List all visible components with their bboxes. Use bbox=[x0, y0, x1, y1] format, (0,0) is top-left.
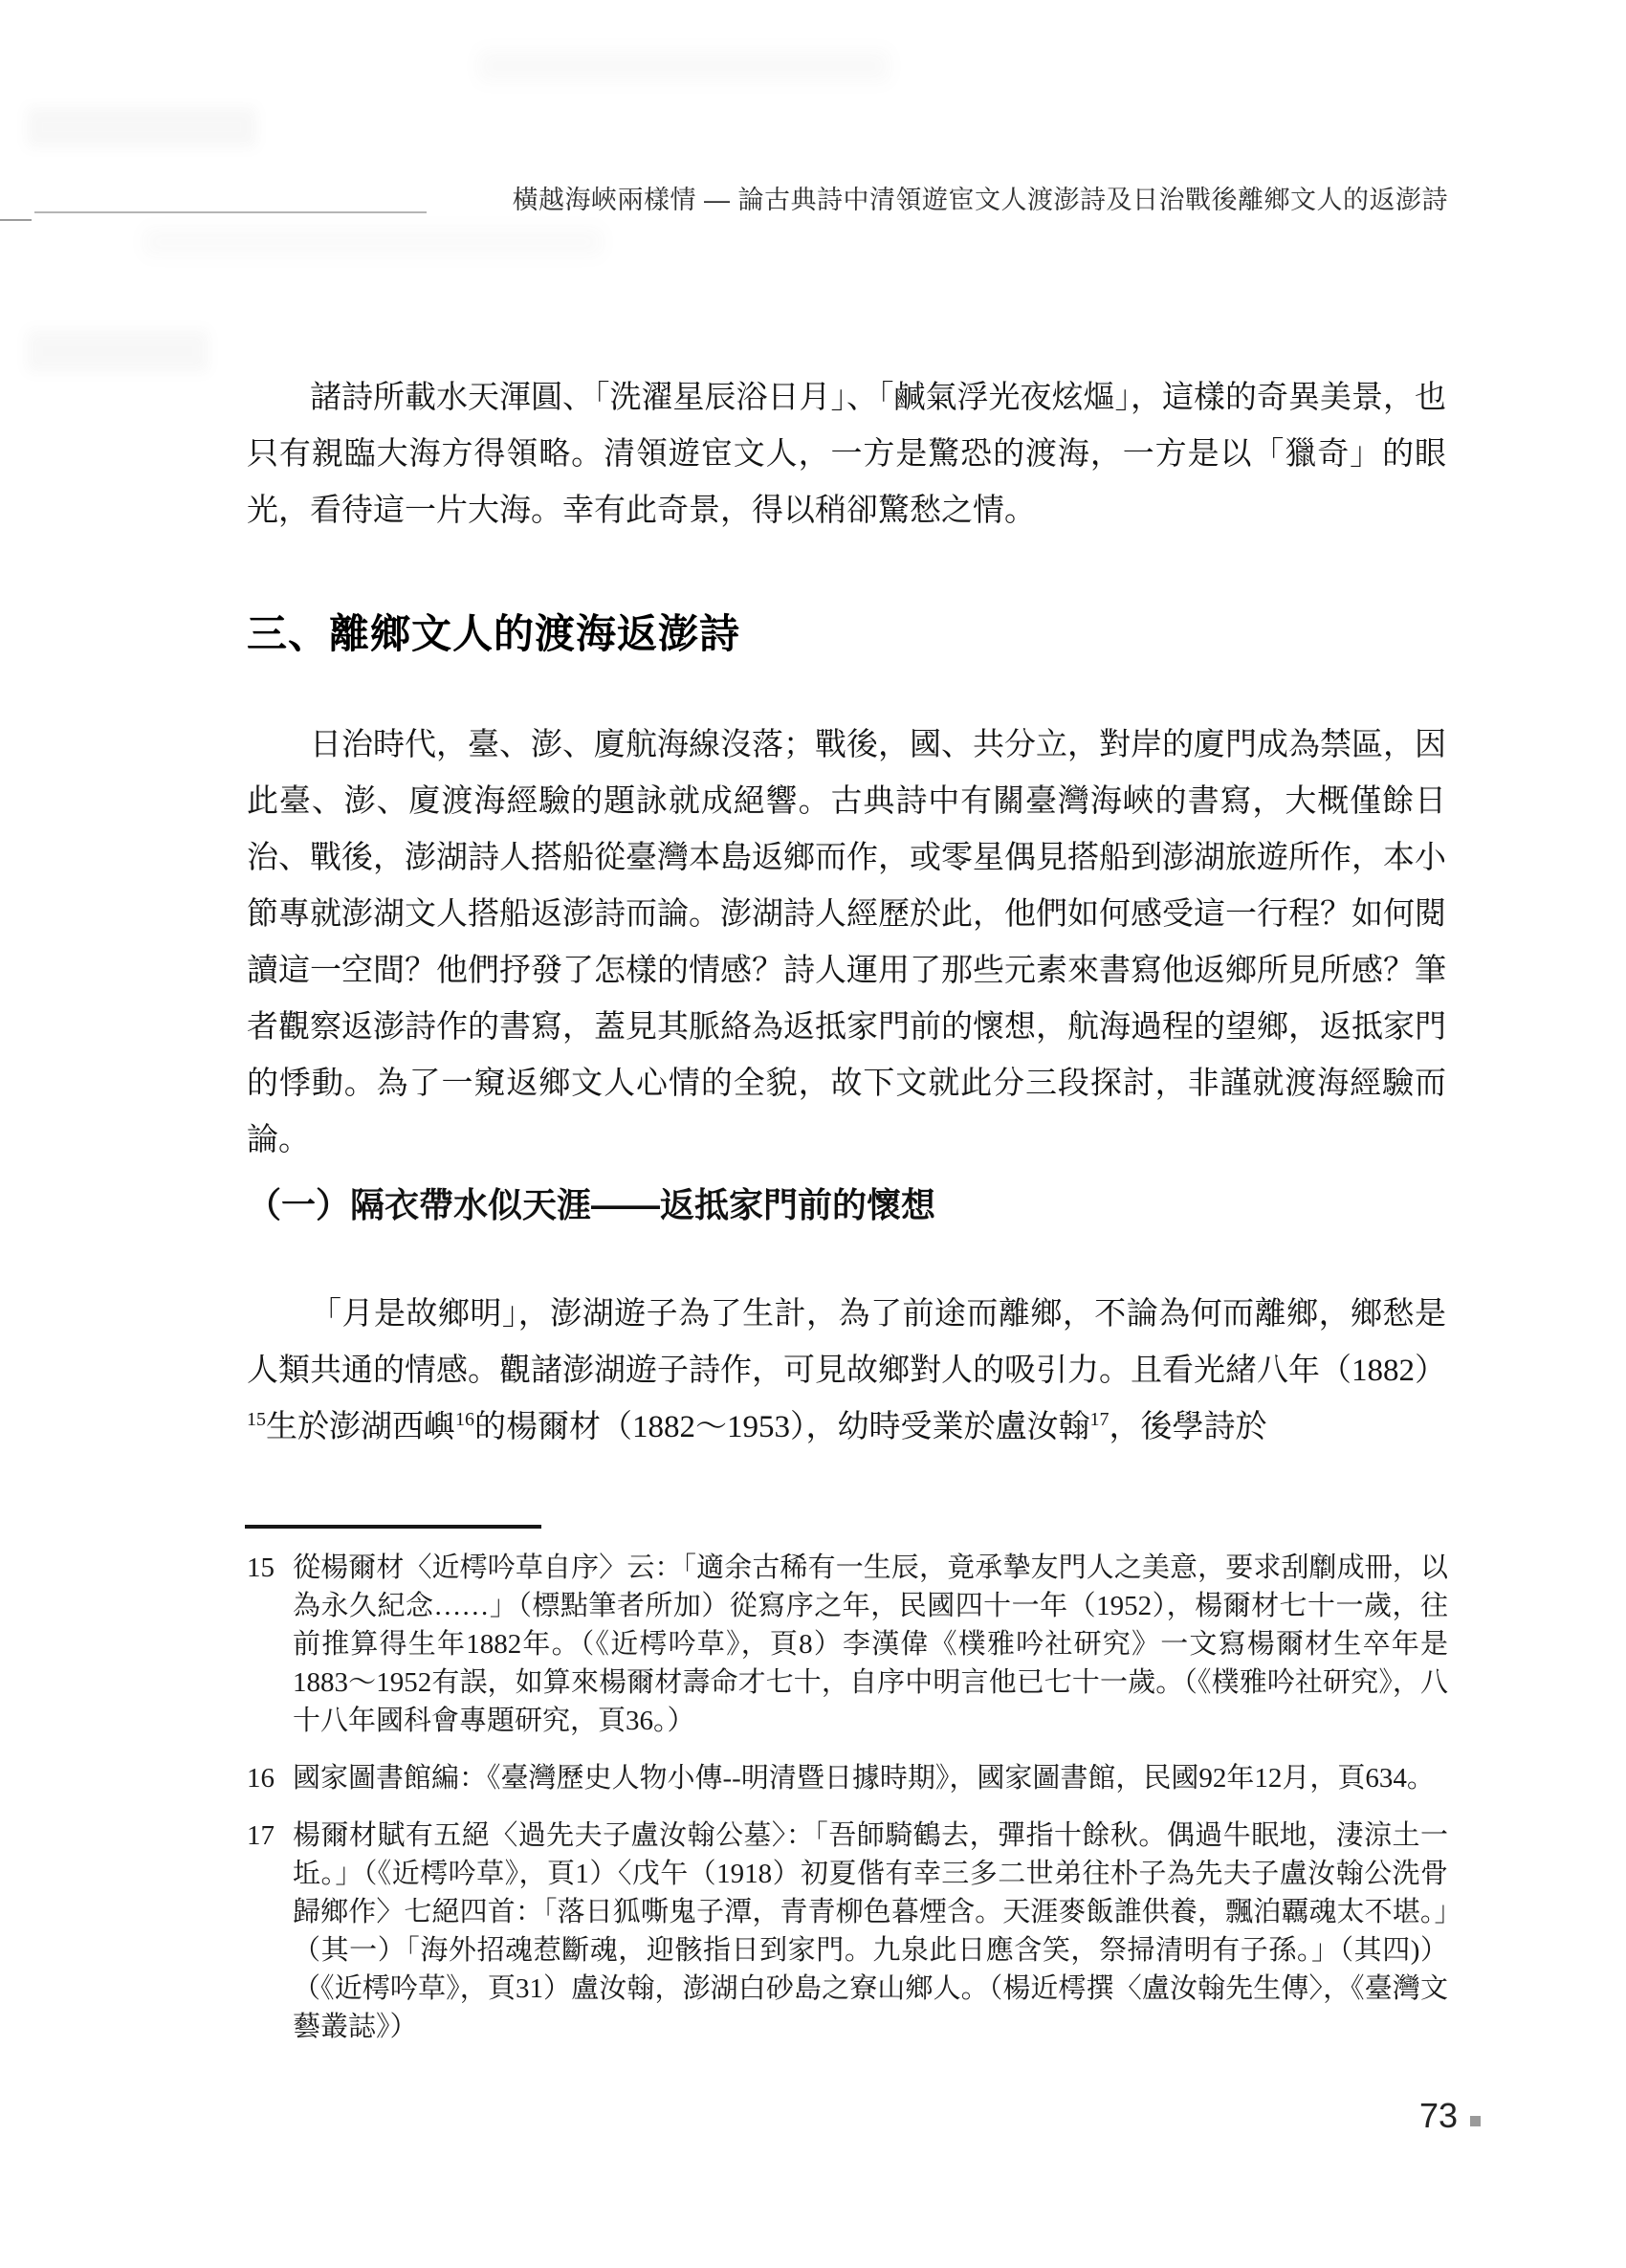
footnote-separator bbox=[245, 1525, 541, 1529]
footnote-item bbox=[247, 1549, 1448, 1740]
footnote-number: 17 bbox=[247, 1820, 275, 1851]
page-number-marker bbox=[1470, 2116, 1481, 2126]
scan-artifact bbox=[27, 107, 256, 147]
footnote-text: 國家圖書館編：《臺灣歷史人物小傳--明清暨日據時期》，國家圖書館，民國92年12月，頁634。 bbox=[293, 1763, 1435, 1794]
footnote-ref-16: 16 bbox=[455, 1409, 474, 1430]
scan-artifact bbox=[478, 50, 890, 82]
footnote-text: 從楊爾材〈近樗吟草自序〉云：「適余古稀有一生辰，竟承摯友門人之美意，要求刮劘成冊，以為永久紀念……」（標點筆者所加）從寫序之年，民國四十一年（1952），楊爾材七十一歲，往前推算得生年1882年。（《近樗吟草》，頁8）李漢偉《樸雅吟社研究》一文寫楊爾材生卒年是1883～1952有誤，如算來楊爾材壽命才七十，自序中明言他已七十一歲。（《樸雅吟社研究》，八十八年國科會專題研究，頁36。） bbox=[293, 1552, 1448, 1736]
body-paragraph-1: 諸詩所載水天渾圓、「洗濯星辰浴日月」、「鹹氣浮光夜炫熰」，這樣的奇異美景，也只有親臨大海方得領略。清領遊宦文人，一方是驚恐的渡海，一方是以「獵奇」的眼光，看待這一片大海。幸有此奇景，得以稍卻驚愁之情。 bbox=[247, 381, 1446, 528]
section-heading: 三、離鄉文人的渡海返澎詩 bbox=[247, 611, 741, 656]
paragraph-text: 的楊爾材（1882～1953），幼時受業於盧汝翰 bbox=[474, 1410, 1090, 1444]
footnote-text: 楊爾材賦有五絕〈過先夫子盧汝翰公墓〉：「吾師騎鶴去，彈指十餘秋。偶過牛眠地，淒涼土一坵。」（《近樗吟草》，頁1）〈戊午（1918）初夏偕有幸三多二世弟往朴子為先夫子盧汝翰公洗骨歸鄉作〉七絕四首：「落日狐嘶鬼子潭，青青柳色暮煙含。天涯麥飯誰供養，飄泊覊魂太不堪。」（其一）「海外招魂惹斷魂，迎骸指日到家門。九泉此日應含笑，祭掃清明有子孫。」（其四)）（《近樗吟草》，頁31）盧汝翰，澎湖白砂島之寮山鄉人。（楊近樗撰〈盧汝翰先生傳〉，《臺灣文藝叢誌》） bbox=[293, 1820, 1448, 2042]
header-rule-edge bbox=[0, 219, 32, 221]
body-paragraph-3 bbox=[247, 1287, 1446, 1456]
footnote-item bbox=[247, 1759, 1448, 1797]
running-header-title: 橫越海峽兩樣情 — 論古典詩中清領遊宦文人渡澎詩及日治戰後離鄉文人的返澎詩 bbox=[512, 186, 1448, 214]
paragraph-text: ，後學詩於 bbox=[1109, 1410, 1267, 1444]
paragraph-text: 「月是故鄉明」，澎湖遊子為了生計，為了前途而離鄉，不論為何而離鄉，鄉愁是人類共通的情感。觀諸澎湖遊子詩作，可見故鄉對人的吸引力。且看光緒八年（1882） bbox=[247, 1297, 1446, 1388]
subsection-heading: （一）隔衣帶水似天涯——返抵家門前的懷想 bbox=[247, 1185, 936, 1224]
footnote-item bbox=[247, 1817, 1448, 2046]
body-paragraph-2: 日治時代，臺、澎、廈航海線沒落；戰後，國、共分立，對岸的廈門成為禁區，因此臺、澎、廈渡海經驗的題詠就成絕響。古典詩中有關臺灣海峽的書寫，大概僅餘日治、戰後，澎湖詩人搭船從臺灣本島返鄉而作，或零星偶見搭船到澎湖旅遊所作，本小節專就澎湖文人搭船返澎詩而論。澎湖詩人經歷於此，他們如何感受這一行程？如何閱讀這一空間？他們抒發了怎樣的情感？詩人運用了那些元素來書寫他返鄉所見所感？筆者觀察返澎詩作的書寫，蓋見其脈絡為返抵家門前的懷想，航海過程的望鄉，返抵家門的悸動。為了一窺返鄉文人心情的全貌，故下文就此分三段探討，非謹就渡海經驗而論。 bbox=[247, 728, 1446, 1157]
scan-artifact bbox=[143, 228, 603, 256]
footnote-ref-15: 15 bbox=[247, 1409, 266, 1430]
footnote-number: 15 bbox=[247, 1552, 275, 1583]
header-rule bbox=[34, 211, 427, 213]
scan-artifact bbox=[27, 330, 209, 372]
page-number: 73 bbox=[1419, 2096, 1459, 2135]
footnote-ref-17: 17 bbox=[1089, 1409, 1110, 1430]
paragraph-text: 生於澎湖西嶼 bbox=[266, 1410, 455, 1444]
footnote-number: 16 bbox=[247, 1763, 275, 1794]
